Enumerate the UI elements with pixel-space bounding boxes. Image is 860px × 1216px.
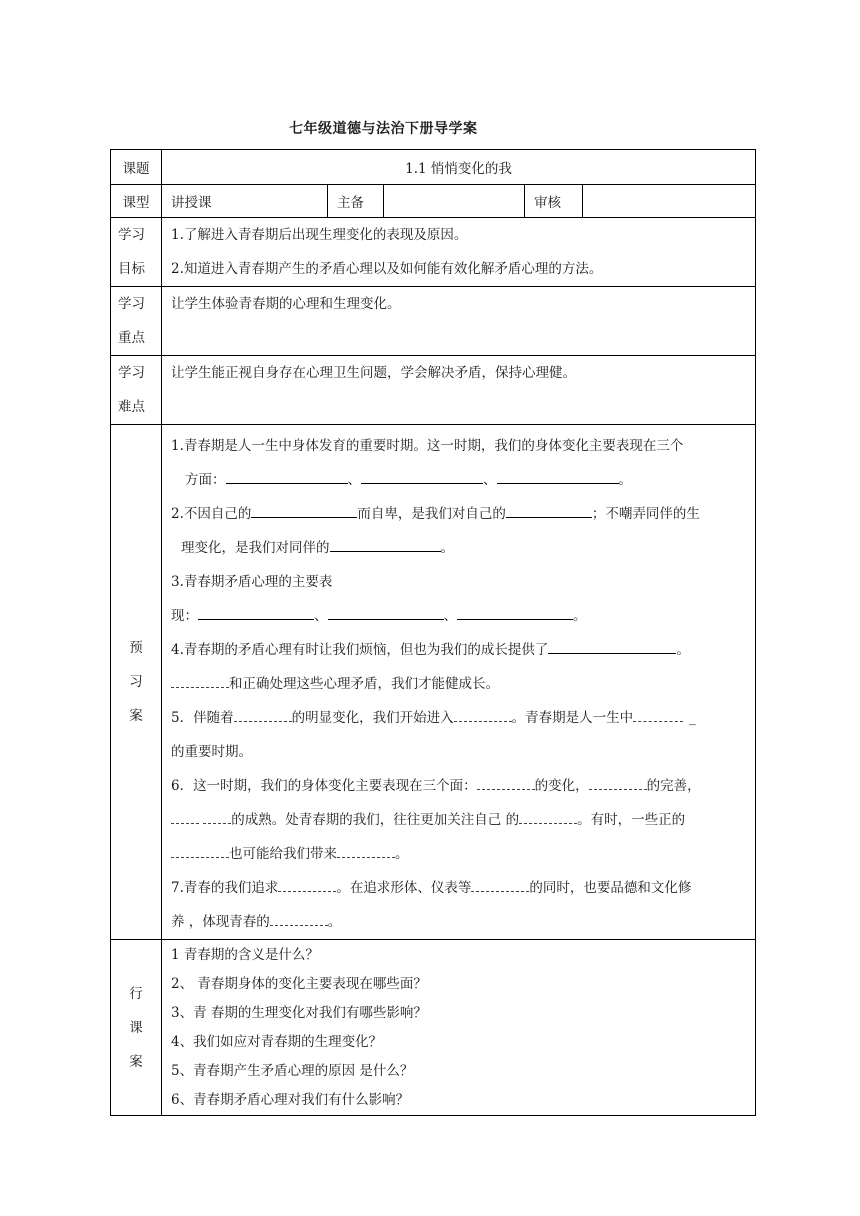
preview-q7-line1 [171,871,755,905]
text: 也可能给我们带来 [229,846,337,862]
preview-q5-line2 [171,735,755,769]
prep-value [384,185,525,218]
class-item: 3、青 春期的生理变化对我们有哪些影响？ [171,1005,427,1021]
preview-q6-line1 [171,769,755,803]
row-class [111,940,756,1116]
label-preview-3: 案 [129,708,143,724]
text: 和正确处理这些心理矛盾，我们才能健成长。 [229,676,499,692]
class-item: 6、青春期矛盾心理对我们有什么影响？ [171,1092,410,1108]
row-topic [111,150,756,185]
class-item: 4、我们如应对青春期的生理变化？ [171,1034,383,1050]
text: 、 [443,608,457,624]
focus-text: 让学生体验青春期的心理和生理变化。 [171,296,401,312]
blank [497,469,619,484]
text: 的重要时期。 [171,744,252,760]
label-goals-2: 目标 [118,261,145,277]
preview-q3-line1 [171,565,755,599]
text: 。在追求形体、仪表等 [336,880,472,896]
text: 的同时，也要品德和文化修 [529,880,692,896]
text: 的变化， [534,778,589,794]
blank [234,707,292,722]
preview-q6-line3 [171,837,755,871]
label-focus-1: 学习 [118,296,145,312]
text: 。有时，一些正的 [577,812,686,828]
label-type: 课型 [111,185,162,218]
text: 。青春期是人一生中 [511,710,634,726]
label-goals [111,218,162,287]
preview-content [162,425,756,940]
preview-q1-line1 [171,429,755,463]
text: 的成熟。处青春期的我们，往往更加关注自己 的 [231,812,520,828]
text: 、 [483,472,497,488]
text: 理变化，是我们对同伴的 [181,540,330,556]
type-value: 讲授课 [162,185,328,218]
class-item: 2、 青春期身体的变化主要表现在哪些面？ [171,976,427,992]
text: 2.不因自己的 [171,506,252,522]
preview-q1-line2 [171,463,755,497]
blank [171,673,229,688]
lesson-plan-table [110,149,756,1116]
row-focus [111,287,756,356]
label-class [111,940,162,1116]
goal-line: 2.知道进入青春期产生的矛盾心理以及如何能有效化解矛盾心理的方法。 [171,261,603,277]
preview-q4-line2 [171,667,755,701]
blank [251,503,357,518]
text: 现： [171,608,198,624]
blank [457,605,573,620]
blank [328,605,444,620]
text: ；不嘲弄同伴的生 [591,506,700,522]
label-preview-1: 预 [129,640,143,656]
label-difficulty-1: 学习 [118,365,145,381]
preview-q5-line1 [171,701,755,735]
blank [278,877,336,892]
label-difficulty [111,356,162,425]
difficulty-content [162,356,756,425]
blank [454,707,512,722]
label-class-1: 行 [129,985,143,1002]
text: _ [689,710,696,726]
text: 养 ，体现青春的 [171,914,270,930]
focus-content [162,287,756,356]
text: 1.青春期是人一生中身体发育的重要时期。这一时期，我们的身体变化主要表现在三个 [171,438,684,454]
blank [506,503,592,518]
text: 。 [676,642,690,658]
text: 、 [314,608,328,624]
label-goals-1: 学习 [118,227,145,243]
blank [477,775,535,790]
preview-q4-line1 [171,633,755,667]
label-class-2: 课 [129,1019,143,1036]
text: 的完善， [646,778,701,794]
text: 、 [347,472,361,488]
text: 。 [327,914,342,930]
blank [226,469,348,484]
label-review: 审核 [525,185,583,218]
label-class-3: 案 [129,1053,143,1070]
text: 3.青春期矛盾心理的主要表 [171,574,333,590]
class-content [162,940,756,1116]
preview-q7-line2 [171,905,755,939]
text: 的明显变化，我们开始进入 [291,710,454,726]
review-value [583,185,756,218]
difficulty-text: 让学生能正视自身存在心理卫生问题，学会解决矛盾，保持心理健。 [171,365,576,381]
text: 5．伴随着 [171,710,234,726]
text: 7.青春的我们追求 [171,880,279,896]
text: 6．这一时期，我们的身体变化主要表现在三个面： [171,778,477,794]
text: 。 [440,540,454,556]
preview-q6-line2 [171,803,755,837]
goal-line: 1.了解进入青春期后出现生理变化的表现及原因。 [171,227,468,243]
goals-content [162,218,756,287]
text: 。 [573,608,587,624]
row-difficulty [111,356,756,425]
blank [361,469,483,484]
text: 。 [395,846,409,862]
blank [633,707,683,722]
blank [589,775,647,790]
label-preview-2: 习 [129,674,143,690]
text: 。 [618,472,632,488]
row-type [111,185,756,218]
blank [519,809,577,824]
document-title: 七年级道德与法治下册导学案 [289,121,478,137]
blank [548,639,676,654]
blank [198,605,314,620]
label-difficulty-2: 难点 [118,399,145,415]
label-focus [111,287,162,356]
row-goals [111,218,756,287]
topic-value: 1.1 悄悄变化的我 [162,150,756,185]
blank [471,877,529,892]
label-prep: 主备 [328,185,384,218]
preview-q2-line1 [171,497,755,531]
text: 而自卑，是我们对自己的 [357,506,506,522]
label-focus-2: 重点 [118,330,145,346]
preview-q3-line2 [171,599,755,633]
blank [171,809,199,824]
blank [203,809,231,824]
blank [337,843,395,858]
class-item: 1 青春期的含义是什么？ [171,947,319,963]
class-item: 5、青春期产生矛盾心理的原因 是什么？ [171,1063,414,1079]
blank [171,843,229,858]
blank [270,911,328,926]
label-topic: 课题 [111,150,162,185]
blank [330,537,441,552]
preview-q2-line2 [171,531,755,565]
row-preview [111,425,756,940]
text: 方面： [185,472,226,488]
label-preview [111,425,162,940]
text: 4.青春期的矛盾心理有时让我们烦恼，但也为我们的成长提供了 [171,642,549,658]
